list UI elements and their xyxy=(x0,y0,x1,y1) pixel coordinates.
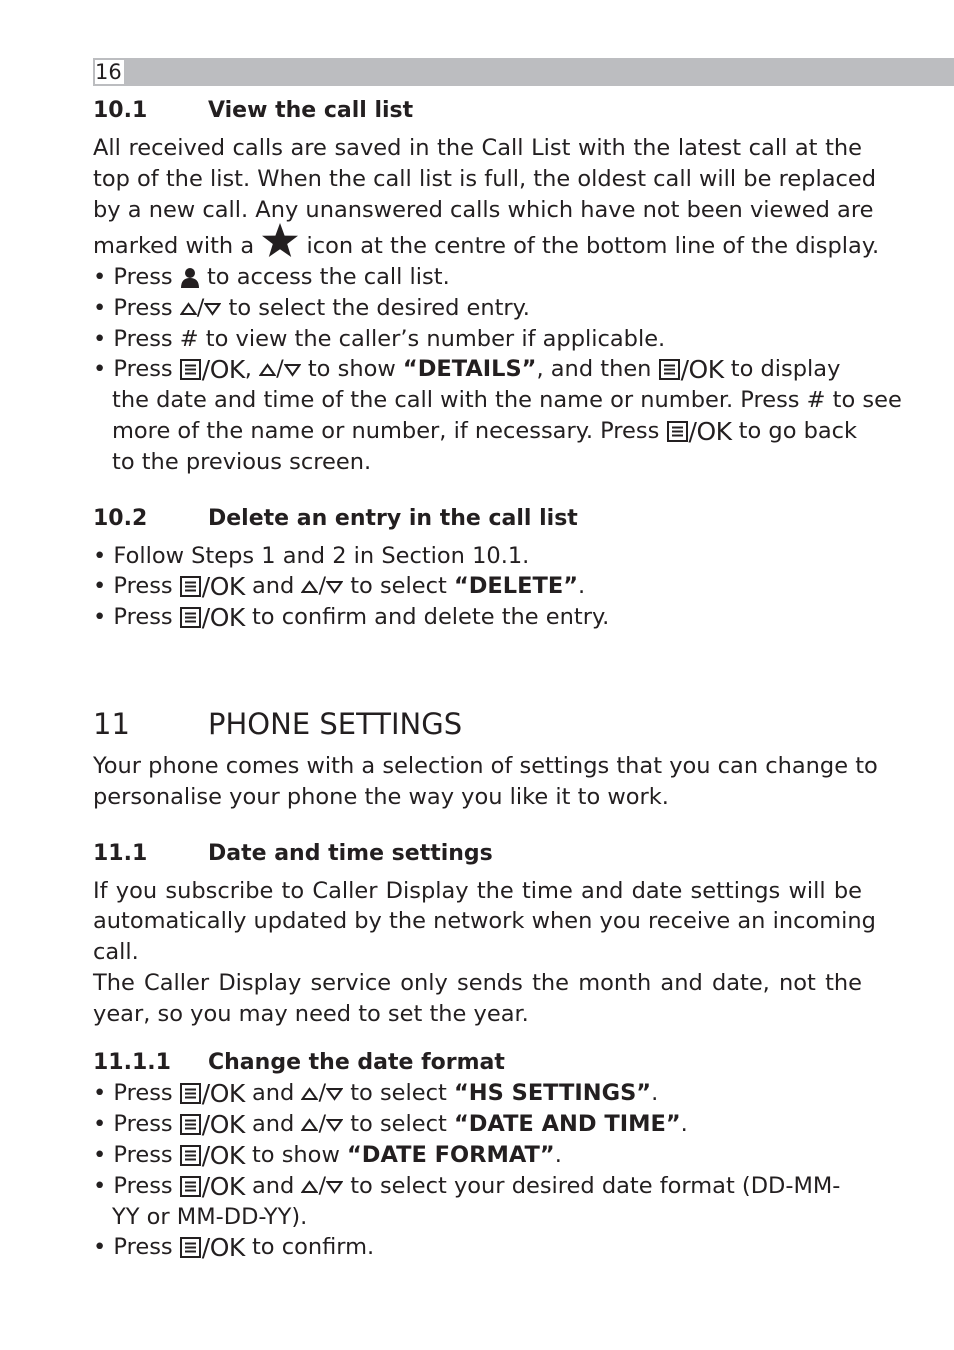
down-arrow-icon xyxy=(284,363,301,377)
menu-option-delete: “DELETE” xyxy=(453,573,578,599)
down-arrow-icon xyxy=(326,1087,343,1101)
separator: / xyxy=(318,1173,327,1199)
paragraph-line: All received calls are saved in the Call List with the latest call at the xyxy=(93,135,862,161)
section-title: View the call list xyxy=(208,98,414,123)
list-item xyxy=(93,1109,688,1140)
paragraph-line xyxy=(93,231,879,262)
menu-ok-key xyxy=(180,354,245,384)
text-span: to go back xyxy=(738,418,858,444)
ok-label: /OK xyxy=(680,354,724,384)
list-item xyxy=(93,354,840,385)
text-span: and xyxy=(251,1111,295,1137)
text-span: , and then xyxy=(536,356,652,382)
text-span: , xyxy=(244,356,252,382)
list-item xyxy=(93,262,450,293)
menu-icon xyxy=(180,1083,201,1104)
menu-option-date-and-time: “DATE AND TIME” xyxy=(453,1111,681,1137)
text-span: • Press xyxy=(93,1111,173,1137)
section-title: Delete an entry in the call list xyxy=(208,506,578,531)
page-number: 16 xyxy=(95,60,122,84)
paragraph-line: year, so you may need to set the year. xyxy=(93,1001,529,1027)
up-arrow-icon xyxy=(301,1118,318,1132)
ok-label: /OK xyxy=(201,354,245,384)
text-span: to confirm and delete the entry. xyxy=(251,604,610,630)
paragraph-line: call. xyxy=(93,939,139,965)
text-span: . xyxy=(680,1111,688,1137)
list-item xyxy=(93,1171,840,1202)
ok-label: /OK xyxy=(201,571,245,601)
ok-label: /OK xyxy=(201,1078,245,1108)
menu-option-hs-settings: “HS SETTINGS” xyxy=(453,1080,652,1106)
text-span: to select the desired entry. xyxy=(228,295,530,321)
up-arrow-icon xyxy=(301,1180,318,1194)
section-title: Date and time settings xyxy=(208,841,493,866)
list-item xyxy=(93,1232,374,1263)
section-title: Change the date format xyxy=(208,1050,505,1075)
menu-icon xyxy=(180,1114,201,1135)
nav-up-down xyxy=(301,1171,343,1202)
menu-icon xyxy=(180,359,201,380)
down-arrow-icon xyxy=(326,1118,343,1132)
text-span: and xyxy=(251,1173,295,1199)
text-span: • Press xyxy=(93,356,173,382)
section-number: 11.1 xyxy=(93,841,148,866)
text-span: to select xyxy=(350,1111,447,1137)
text-span: • Press xyxy=(93,264,173,290)
up-arrow-icon xyxy=(301,1087,318,1101)
menu-ok-key xyxy=(180,1109,245,1139)
text-span: marked with a xyxy=(93,233,255,259)
text-span: to select your desired date format (DD-MM- xyxy=(350,1173,841,1199)
text-span: icon at the centre of the bottom line of the display. xyxy=(306,233,880,259)
text-span: • Press xyxy=(93,1173,173,1199)
text-span: . xyxy=(554,1142,562,1168)
up-arrow-icon xyxy=(301,580,318,594)
text-span: and xyxy=(251,1080,295,1106)
ok-label: /OK xyxy=(201,1109,245,1139)
text-span: to show xyxy=(251,1142,340,1168)
nav-up-down xyxy=(259,354,301,385)
text-span: • Press xyxy=(93,1234,173,1260)
list-item: • Press # to view the caller’s number if applicable. xyxy=(93,326,666,352)
list-item xyxy=(93,293,530,324)
menu-option-date-format: “DATE FORMAT” xyxy=(347,1142,555,1168)
menu-ok-key xyxy=(180,1140,245,1170)
text-span: to confirm. xyxy=(251,1234,375,1260)
text-span: • Press xyxy=(93,295,173,321)
star-icon xyxy=(261,222,299,260)
menu-icon xyxy=(180,1237,201,1258)
paragraph-line: top of the list. When the call list is full, the oldest call will be replaced xyxy=(93,166,876,192)
section-11-1-heading xyxy=(93,841,493,867)
paragraph-line: automatically updated by the network when you receive an incoming xyxy=(93,908,876,934)
chapter-title: PHONE SETTINGS xyxy=(208,707,463,741)
paragraph-line: Your phone comes with a selection of settings that you can change to xyxy=(93,753,878,779)
text-span: to show xyxy=(307,356,396,382)
ok-label: /OK xyxy=(201,1232,245,1262)
ok-label: /OK xyxy=(688,416,732,446)
down-arrow-icon xyxy=(326,580,343,594)
menu-option-details: “DETAILS” xyxy=(402,356,537,382)
list-item xyxy=(93,602,609,633)
text-span: more of the name or number, if necessary. Press xyxy=(112,418,660,444)
ok-label: /OK xyxy=(201,1171,245,1201)
menu-ok-key xyxy=(180,1171,245,1201)
text-span: • Press xyxy=(93,1080,173,1106)
menu-ok-key xyxy=(667,416,732,446)
text-span: • Press xyxy=(93,1142,173,1168)
section-number: 10.2 xyxy=(93,506,148,531)
ok-label: /OK xyxy=(201,602,245,632)
text-span: • Press xyxy=(93,604,173,630)
text-span: to select xyxy=(350,1080,447,1106)
nav-up-down xyxy=(180,293,222,324)
nav-up-down xyxy=(301,1109,343,1140)
text-span: to display xyxy=(730,356,841,382)
paragraph-line: personalise your phone the way you like it to work. xyxy=(93,784,669,810)
menu-icon xyxy=(180,607,201,628)
text-span: and xyxy=(251,573,295,599)
menu-ok-key xyxy=(180,602,245,632)
text-span: to select xyxy=(350,573,447,599)
menu-ok-key xyxy=(180,1232,245,1262)
menu-icon xyxy=(667,421,688,442)
list-item-continuation: YY or MM-DD-YY). xyxy=(112,1204,308,1230)
chapter-number: 11 xyxy=(93,707,130,741)
text-span: • Press xyxy=(93,573,173,599)
list-item-continuation: the date and time of the call with the name or number. Press # to see xyxy=(112,387,902,413)
paragraph-line: If you subscribe to Caller Display the time and date settings will be xyxy=(93,878,862,904)
paragraph-line: by a new call. Any unanswered calls which have not been viewed are xyxy=(93,197,874,223)
nav-up-down xyxy=(301,571,343,602)
up-arrow-icon xyxy=(180,302,197,316)
text-span: . xyxy=(651,1080,659,1106)
section-10-1-heading xyxy=(93,98,413,124)
section-11-1-1-heading xyxy=(93,1050,505,1076)
separator: / xyxy=(318,573,327,599)
list-item-continuation: to the previous screen. xyxy=(112,449,372,475)
down-arrow-icon xyxy=(204,302,221,316)
menu-ok-key xyxy=(180,571,245,601)
section-number: 11.1.1 xyxy=(93,1050,171,1075)
menu-icon xyxy=(180,1145,201,1166)
ok-label: /OK xyxy=(201,1140,245,1170)
nav-up-down xyxy=(301,1078,343,1109)
menu-icon xyxy=(180,576,201,597)
separator: / xyxy=(318,1111,327,1137)
page-header-bar xyxy=(93,58,954,86)
separator: / xyxy=(318,1080,327,1106)
down-arrow-icon xyxy=(326,1180,343,1194)
list-item xyxy=(93,1078,658,1109)
list-item-continuation xyxy=(112,416,857,447)
phonebook-person-icon xyxy=(180,267,200,289)
section-number: 10.1 xyxy=(93,98,148,123)
menu-icon xyxy=(659,359,680,380)
menu-ok-key xyxy=(659,354,724,384)
up-arrow-icon xyxy=(259,363,276,377)
paragraph-line: The Caller Display service only sends the month and date, not the xyxy=(93,970,862,996)
section-10-2-heading xyxy=(93,506,578,532)
list-item: • Follow Steps 1 and 2 in Section 10.1. xyxy=(93,543,530,569)
text-span: . xyxy=(578,573,586,599)
separator: / xyxy=(196,295,205,321)
menu-ok-key xyxy=(180,1078,245,1108)
separator: / xyxy=(276,356,284,382)
list-item xyxy=(93,1140,562,1171)
chapter-11-heading xyxy=(93,707,462,741)
menu-icon xyxy=(180,1176,201,1197)
list-item xyxy=(93,571,585,602)
text-span: to access the call list. xyxy=(206,264,450,290)
